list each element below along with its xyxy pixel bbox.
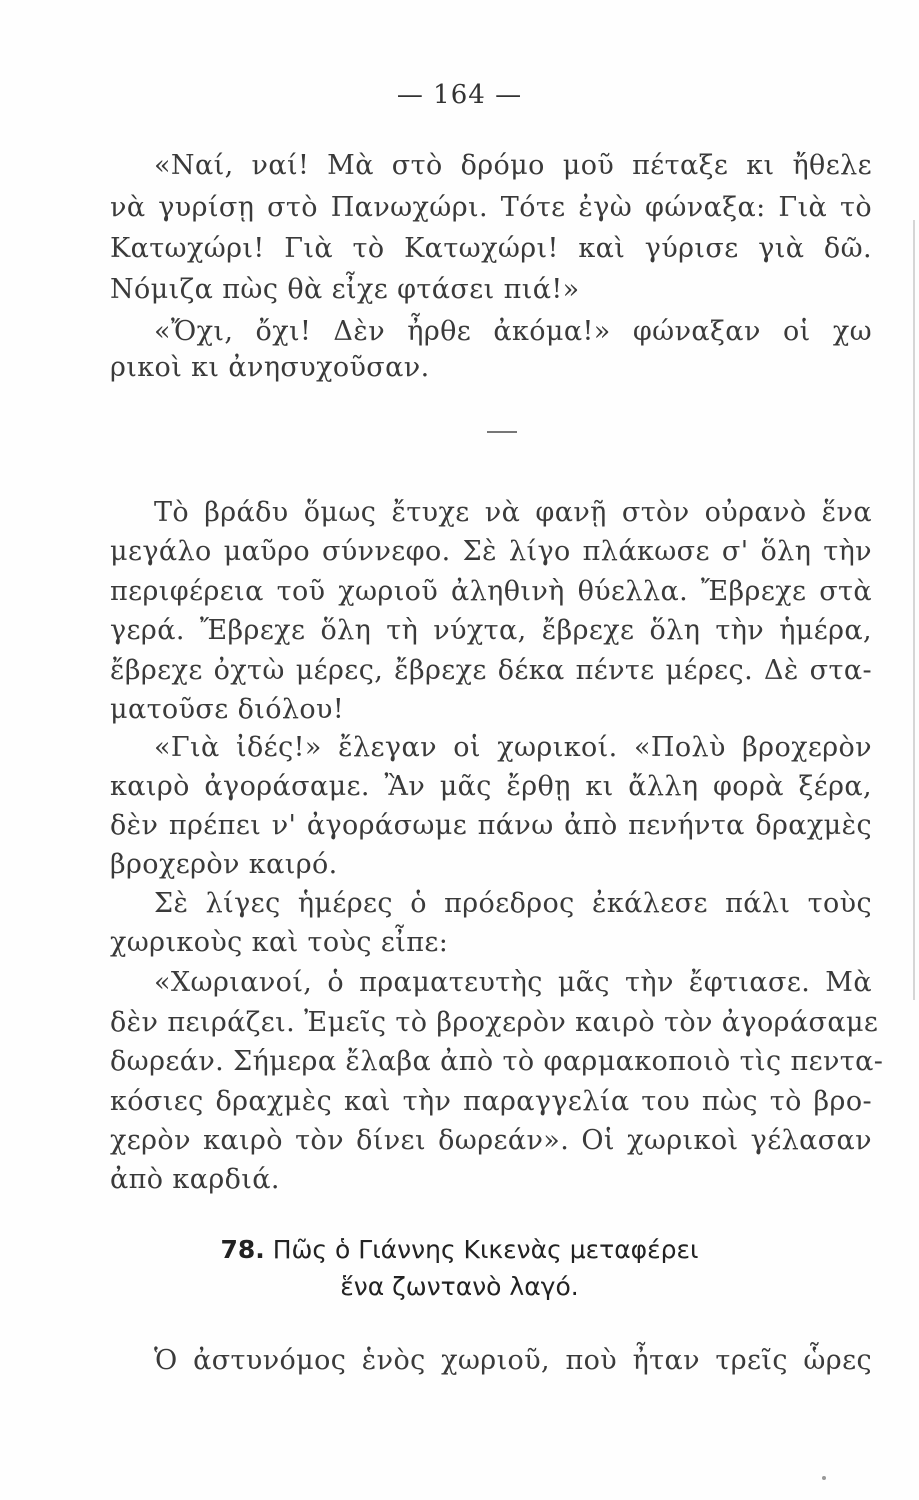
text-line: ἔβρεχε ὀχτὼ μέρες, ἔβρεχε δέκα πέντε μέρες. Δὲ στα-: [110, 655, 872, 686]
page-edge-shadow: [913, 220, 915, 1000]
page-number: — 164 —: [396, 80, 523, 110]
text-line: μεγάλο μαῦρο σύννεφο. Σὲ λίγο πλάκωσε σ' ὅλη τὴν: [110, 536, 872, 567]
text-line: «Ὄχι, ὄχι! Δὲν ἦρθε ἀκόμα!» φώναξαν οἱ χω: [154, 316, 872, 347]
section-title-line1: Πῶς ὁ Γιάννης Κικενὰς μεταφέρει: [272, 1235, 699, 1264]
text-line: Σὲ λίγες ἡμέρες ὁ πρόεδρος ἐκάλεσε πάλι τοὺς: [154, 888, 872, 919]
section-number: 78.: [220, 1235, 265, 1264]
text-line: δὲν πειράζει. Ἐμεῖς τὸ βροχερὸν καιρὸ τὸν ἀγοράσαμε: [110, 1007, 879, 1038]
text-line: ἀπὸ καρδιά.: [110, 1164, 280, 1195]
text-line: Κατωχώρι! Γιὰ τὸ Κατωχώρι! καὶ γύρισε γιὰ δῶ.: [110, 233, 872, 264]
text-line: καιρὸ ἀγοράσαμε. Ἂν μᾶς ἔρθῃ κι ἄλλη φορὰ ξέρα,: [110, 771, 872, 802]
text-line: χερὸν καιρὸ τὸν δίνει δωρεάν». Οἱ χωρικοὶ γέλασαν: [110, 1125, 872, 1156]
text-line: χωρικοὺς καὶ τοὺς εἶπε:: [110, 927, 449, 958]
text-line: Ὁ ἀστυνόμος ἑνὸς χωριοῦ, ποὺ ἦταν τρεῖς ὧρες: [154, 1345, 872, 1376]
text-line: «Γιὰ ἰδές!» ἔλεγαν οἱ χωρικοί. «Πολὺ βροχερὸν: [154, 732, 872, 763]
section-heading: [0, 1233, 919, 1267]
text-line: Νόμιζα πὼς θὰ εἶχε φτάσει πιά!»: [110, 274, 580, 305]
text-line: γερά. Ἔβρεχε ὅλη τὴ νύχτα, ἔβρεχε ὅλη τὴν ἡμέρα,: [110, 615, 872, 646]
text-line: νὰ γυρίσῃ στὸ Πανωχώρι. Τότε ἐγὼ φώναξα: Γιὰ τὸ: [110, 192, 872, 223]
text-line: «Ναί, ναί! Μὰ στὸ δρόμο μοῦ πέταξε κι ἤθελε: [154, 150, 872, 181]
text-line: δωρεάν. Σήμερα ἔλαβα ἀπὸ τὸ φαρμακοποιὸ τὶς πεντα-: [110, 1046, 884, 1077]
text-line: βροχερὸν καιρό.: [110, 849, 338, 880]
text-line: ματοῦσε διόλου!: [110, 694, 345, 725]
text-line: δὲν πρέπει ν' ἀγοράσωμε πάνω ἀπὸ πενήντα δραχμὲς: [110, 810, 872, 841]
section-separator: [487, 431, 517, 433]
section-title-line2: ἕνα ζωντανὸ λαγό.: [340, 1272, 579, 1301]
text-line: κόσιες δραχμὲς καὶ τὴν παραγγελία του πὼς τὸ βρο-: [110, 1086, 872, 1117]
ink-speck: [822, 1476, 826, 1480]
text-line: περιφέρεια τοῦ χωριοῦ ἀληθινὴ θύελλα. Ἔβρεχε στὰ: [110, 576, 872, 607]
text-line: ρικοὶ κι ἀνησυχοῦσαν.: [110, 352, 430, 383]
text-line: «Χωριανοί, ὁ πραματευτὴς μᾶς τὴν ἔφτιασε. Μὰ: [154, 967, 872, 998]
text-line: Τὸ βράδυ ὅμως ἔτυχε νὰ φανῇ στὸν οὐρανὸ ἕνα: [154, 497, 872, 528]
